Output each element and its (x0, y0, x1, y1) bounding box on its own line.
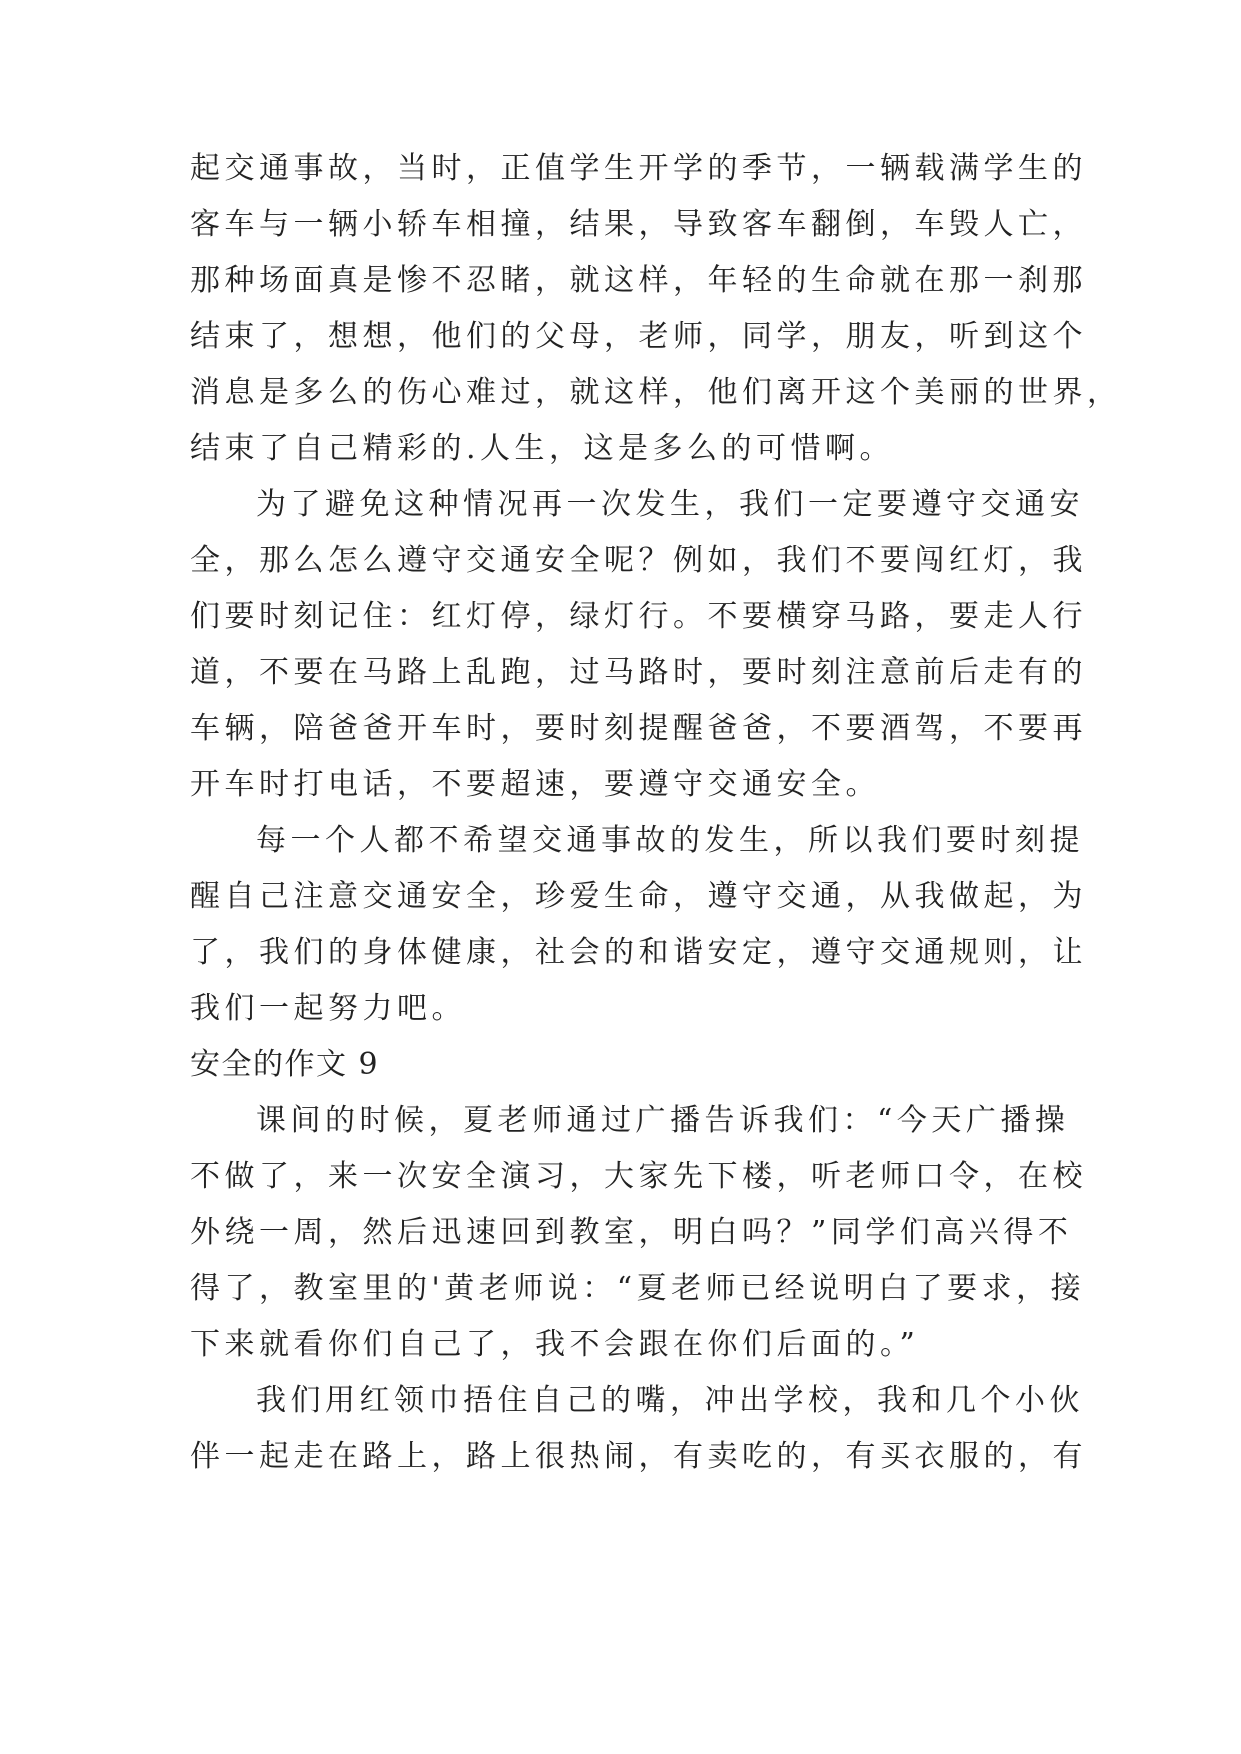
text-line: 车辆，陪爸爸开车时，要时刻提醒爸爸，不要酒驾，不要再 (190, 711, 1087, 746)
section-heading: 安全的作文 9 (190, 1047, 380, 1082)
text-line: 起交通事故，当时，正值学生开学的季节，一辆载满学生的 (190, 151, 1087, 186)
text-line: 伴一起走在路上，路上很热闹，有卖吃的，有买衣服的，有 (190, 1439, 1087, 1474)
text-line: 下来就看你们自己了，我不会跟在你们后面的。” (190, 1327, 920, 1362)
text-line: 不做了，来一次安全演习，大家先下楼，听老师口令，在校 (190, 1159, 1087, 1194)
text-line: 开车时打电话，不要超速，要遵守交通安全。 (190, 767, 880, 802)
paragraph-first-line: 为了避免这种情况再一次发生，我们一定要遵守交通安 (256, 487, 1084, 522)
text-line: 结束了，想想，他们的父母，老师，同学，朋友，听到这个 (190, 319, 1087, 354)
text-line: 外绕一周，然后迅速回到教室，明白吗？”同学们高兴得不 (190, 1215, 1073, 1250)
paragraph-first-line: 课间的时候，夏老师通过广播告诉我们：“今天广播操 (256, 1103, 1070, 1138)
text-line: 了，我们的身体健康，社会的和谐安定，遵守交通规则，让 (190, 935, 1087, 970)
text-line: 我们一起努力吧。 (190, 991, 466, 1026)
text-line: 全，那么怎么遵守交通安全呢？例如，我们不要闯红灯，我 (190, 543, 1087, 578)
text-line: 客车与一辆小轿车相撞，结果，导致客车翻倒，车毁人亡， (190, 207, 1087, 242)
text-line: 结束了自己精彩的.人生，这是多么的可惜啊。 (190, 431, 895, 466)
paragraph-first-line: 我们用红领巾捂住自己的嘴，冲出学校，我和几个小伙 (256, 1383, 1084, 1418)
text-line: 道，不要在马路上乱跑，过马路时，要时刻注意前后走有的 (190, 655, 1087, 690)
paragraph-first-line: 每一个人都不希望交通事故的发生，所以我们要时刻提 (256, 823, 1084, 858)
text-line: 得了，教室里的'黄老师说：“夏老师已经说明白了要求，接 (190, 1271, 1086, 1306)
text-line: 醒自己注意交通安全，珍爱生命，遵守交通，从我做起，为 (190, 879, 1087, 914)
text-line: 那种场面真是惨不忍睹，就这样，年轻的生命就在那一刹那 (190, 263, 1087, 298)
text-line: 消息是多么的伤心难过，就这样，他们离开这个美丽的世界， (190, 375, 1122, 410)
text-line: 们要时刻记住：红灯停，绿灯行。不要横穿马路，要走人行 (190, 599, 1087, 634)
